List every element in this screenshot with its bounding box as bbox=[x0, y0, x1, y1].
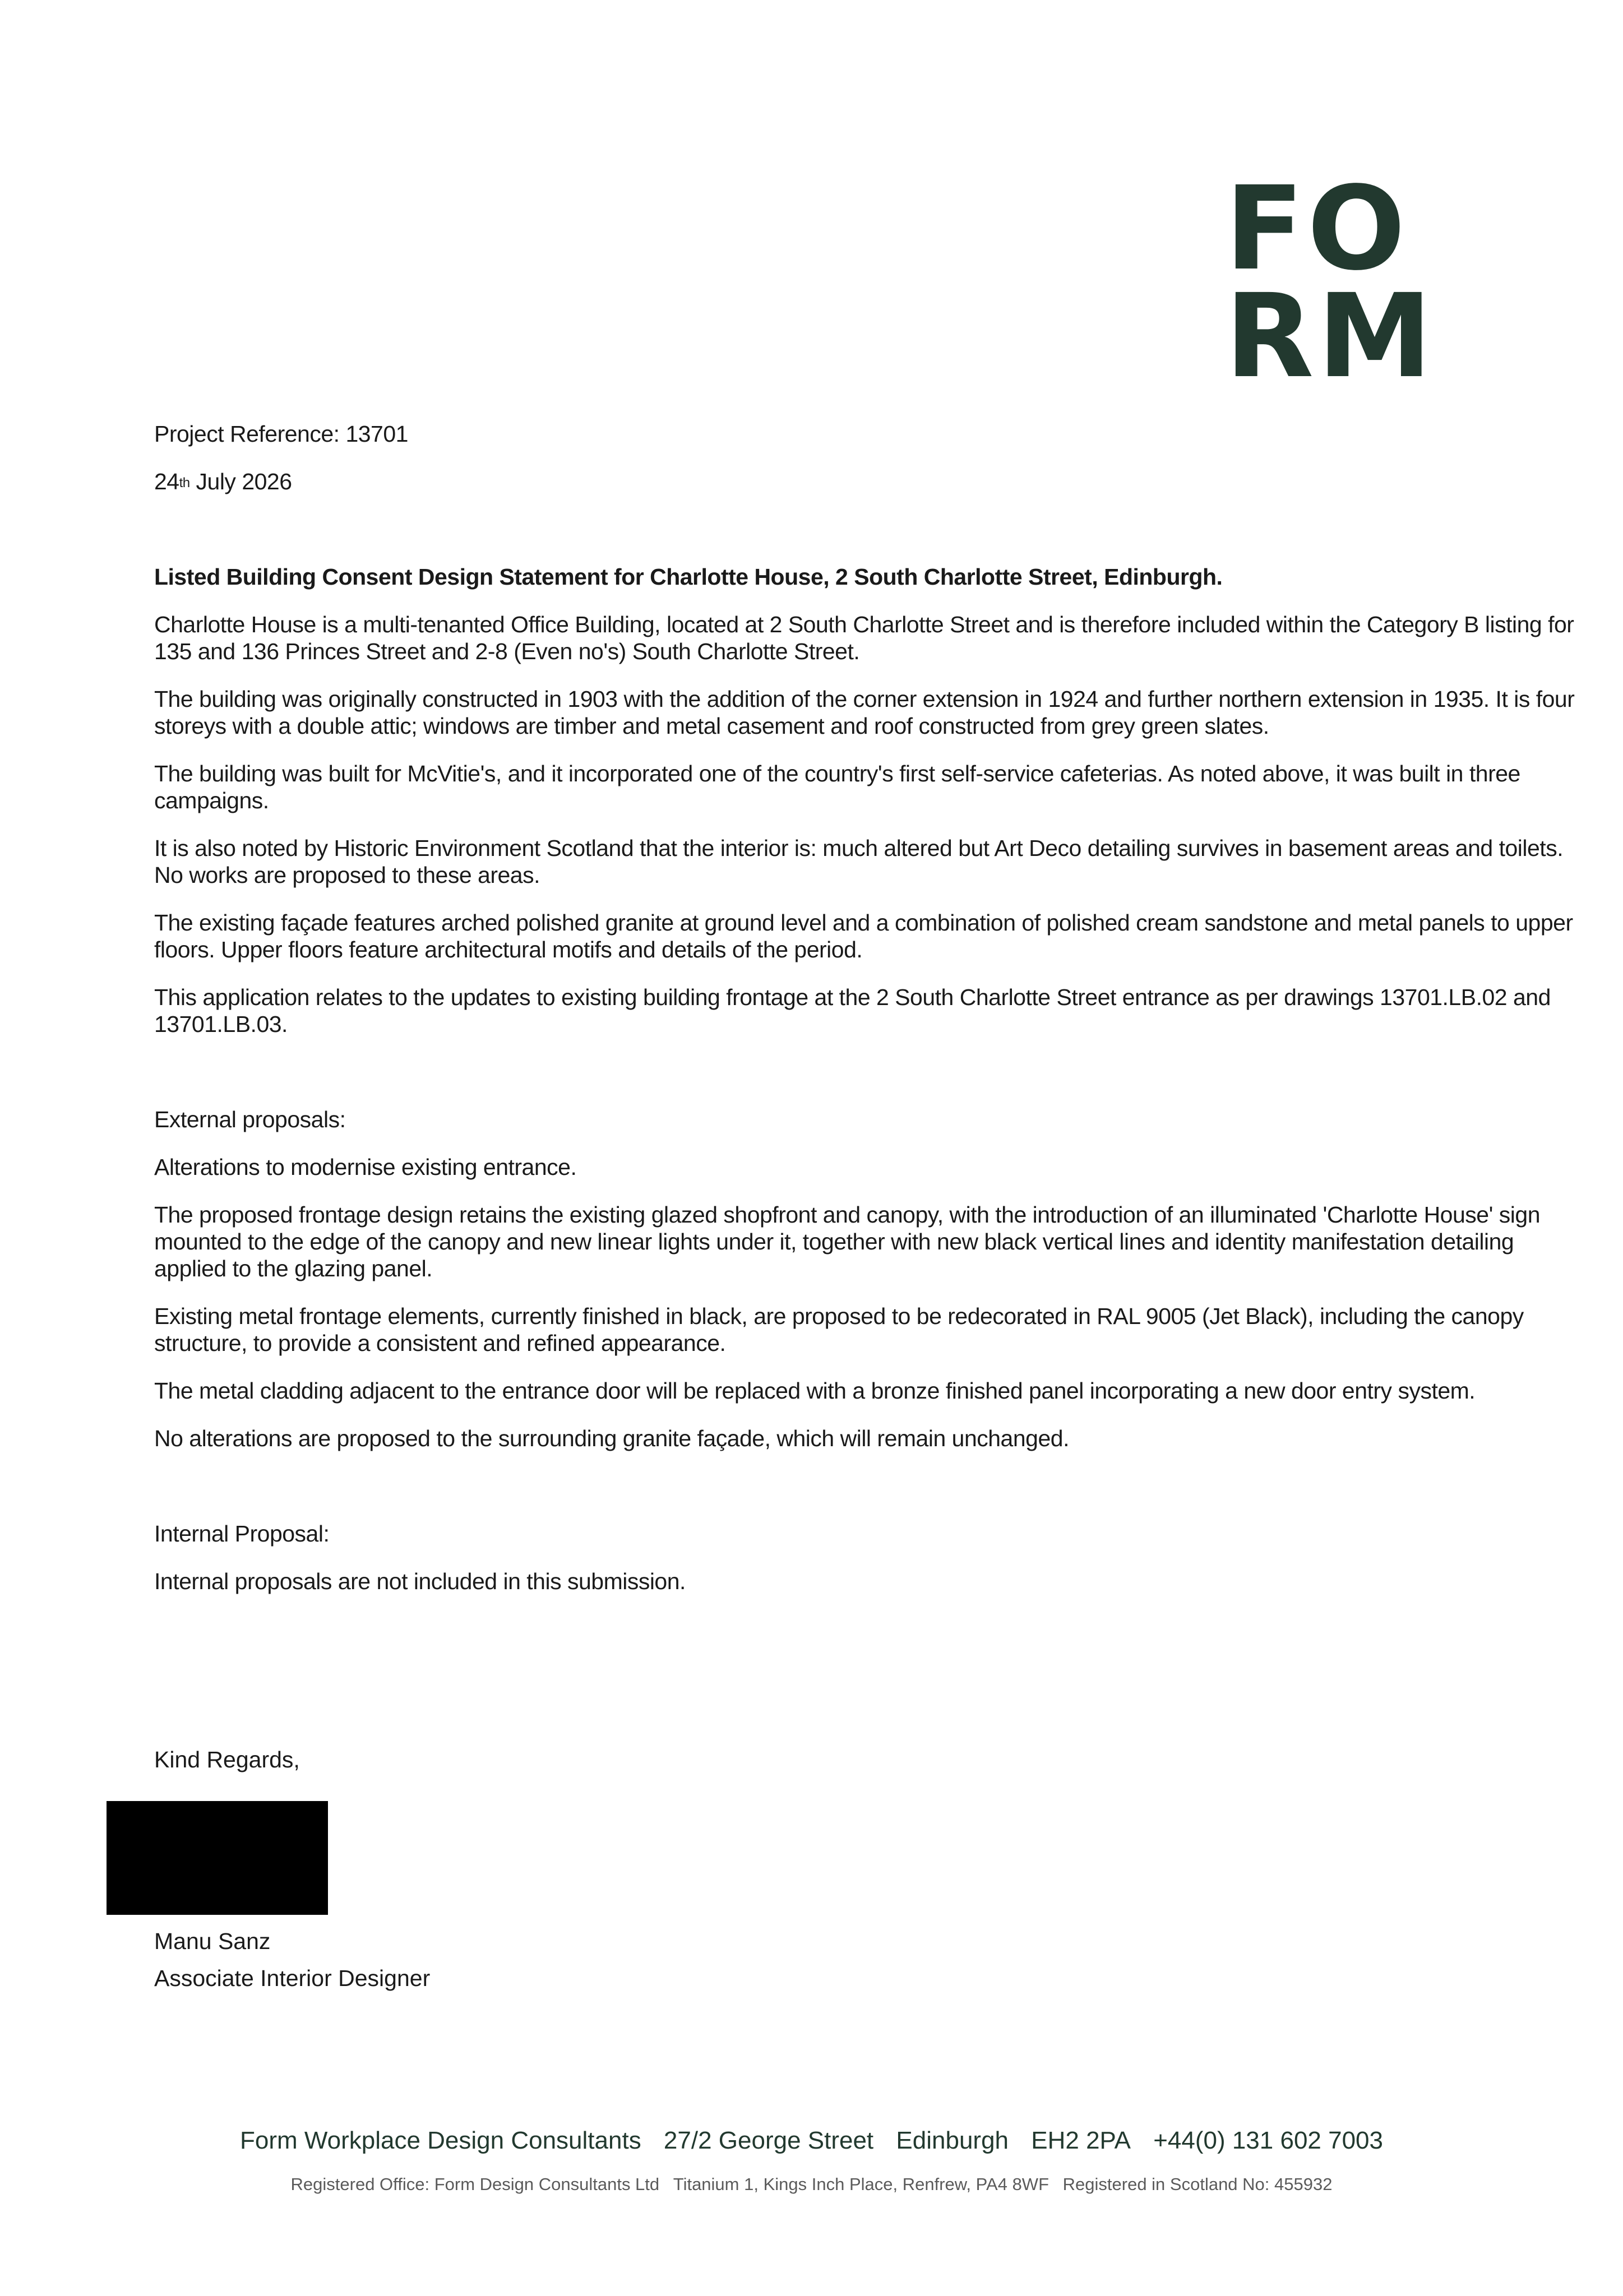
footer-registered-address: Titanium 1, Kings Inch Place, Renfrew, PA4 8WF bbox=[673, 2174, 1049, 2194]
footer-phone: +44(0) 131 602 7003 bbox=[1153, 2127, 1383, 2154]
footer-company: Form Workplace Design Consultants bbox=[240, 2127, 641, 2154]
footer-city: Edinburgh bbox=[896, 2127, 1009, 2154]
external-paragraph: Existing metal frontage elements, currently finished in black, are proposed to be redecorated in RAL 9005 (Jet Black), including the canopy structure, to provide a consistent and refined appearance. bbox=[154, 1303, 1524, 1356]
letter-body bbox=[154, 420, 1578, 1595]
redacted-signature bbox=[107, 1801, 328, 1915]
signer-block bbox=[154, 1923, 430, 1997]
date-suffix: th bbox=[179, 475, 190, 490]
form-logo bbox=[1225, 161, 1438, 404]
signer-name: Manu Sanz bbox=[154, 1928, 271, 1954]
signer-role: Associate Interior Designer bbox=[154, 1965, 431, 1991]
logo-line-1: FO bbox=[1225, 161, 1409, 296]
letter-date bbox=[154, 468, 1578, 495]
external-proposals-heading: External proposals: bbox=[154, 1107, 346, 1132]
external-paragraph: No alterations are proposed to the surrounding granite façade, which will remain unchanged. bbox=[154, 1425, 1069, 1451]
footer-registered-office: Registered Office: Form Design Consultants Ltd bbox=[290, 2174, 660, 2194]
footer-address: 27/2 George Street bbox=[663, 2127, 874, 2154]
date-day: 24 bbox=[154, 469, 179, 494]
footer-registration-number: Registered in Scotland No: 455932 bbox=[1062, 2174, 1333, 2194]
intro-paragraph: The existing façade features arched polished granite at ground level and a combination of polished cream sandstone and metal panels to upper floors. Upper floors feature architectural motifs and details of the period. bbox=[154, 910, 1573, 962]
project-reference: Project Reference: 13701 bbox=[154, 421, 408, 447]
internal-proposal-heading: Internal Proposal: bbox=[154, 1521, 330, 1547]
intro-paragraph: It is also noted by Historic Environment Scotland that the interior is: much altered but Art Deco detailing survives in basement areas and toilets. No works are proposed to these areas. bbox=[154, 835, 1564, 888]
intro-paragraph: The building was built for McVitie's, and it incorporated one of the country's first self-service cafeterias. As noted above, it was built in three campaigns. bbox=[154, 761, 1520, 813]
internal-paragraph: Internal proposals are not included in this submission. bbox=[154, 1568, 686, 1594]
footer-registration bbox=[0, 2174, 1623, 2195]
external-paragraph: Alterations to modernise existing entrance. bbox=[154, 1154, 577, 1180]
external-paragraph: The proposed frontage design retains the existing glazed shopfront and canopy, with the introduction of an illuminated 'Charlotte House' sign mounted to the edge of the canopy and new linear lights under it, together with new black vertical lines and identity manifestation detailing applied to the glazing panel. bbox=[154, 1202, 1541, 1281]
sign-off: Kind Regards, bbox=[154, 1747, 300, 1772]
footer-contact bbox=[0, 2126, 1623, 2155]
logo-line-2: RM bbox=[1225, 269, 1436, 404]
intro-paragraph: Charlotte House is a multi-tenanted Office Building, located at 2 South Charlotte Street and is therefore included within the Category B listing for 135 and 136 Princes Street and 2-8 (Even no's) South Charlotte Street. bbox=[154, 612, 1574, 664]
footer-postcode: EH2 2PA bbox=[1031, 2127, 1131, 2154]
statement-title: Listed Building Consent Design Statement for Charlotte House, 2 South Charlotte Street, Edinburgh. bbox=[154, 564, 1223, 590]
external-paragraph: The metal cladding adjacent to the entrance door will be replaced with a bronze finished panel incorporating a new door entry system. bbox=[154, 1378, 1476, 1404]
intro-paragraph: This application relates to the updates to existing building frontage at the 2 South Charlotte Street entrance as per drawings 13701.LB.02 and 13701.LB.03. bbox=[154, 984, 1551, 1037]
date-month-year: July 2026 bbox=[189, 469, 292, 494]
intro-paragraph: The building was originally constructed in 1903 with the addition of the corner extension in 1924 and further northern extension in 1935. It is four storeys with a double attic; windows are timber and metal casement and roof constructed from grey green slates. bbox=[154, 686, 1575, 739]
